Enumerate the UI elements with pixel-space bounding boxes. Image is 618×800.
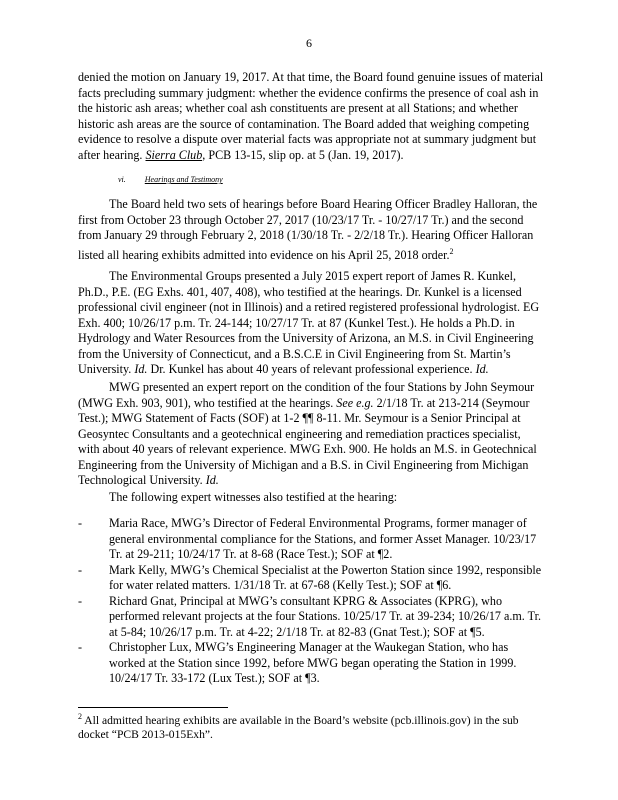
footnote-divider (78, 707, 228, 708)
paragraph-text: Dr. Kunkel has about 40 years of relevant professional experience. (150, 362, 473, 376)
list-item (78, 516, 544, 563)
paragraph-text: MWG presented an expert report on the condition of the four Stations by John Seymour (MWG Exh. 903, 901), who testified at the hearings. (78, 380, 535, 410)
section-number: vi. (118, 175, 126, 184)
list-dash: - (78, 562, 83, 577)
footnote-text: All admitted hearing exhibits are available in the Board’s website (pcb.illinois.gov) in the sub docket “PCB 2013-015Exh”. (78, 714, 519, 741)
id-citation: Id. (205, 473, 219, 487)
paragraph-text: denied the motion on January 19, 2017. At that time, the Board found genuine issues of material facts precluding summary judgment: whether the evidence confirms the presence of coal ash in the historic ash areas; whether coal ash constituents are present at all Stations; and whether historic ash areas are the source of contamination. The Board added that weighing competing evidence to resolve a dispute over material facts was appropriate not at summary judgment but after hearing. (78, 70, 544, 162)
paragraph-text: The Board held two sets of hearings before Board Hearing Officer Bradley Halloran, the first from October 23 through October 27, 2017 (10/23/17 Tr. - 10/27/17 Tr.) and the second from January 29 through February 2, 2018 (1/30/18 Tr. - 2/2/18 Tr.). Hearing Officer Halloran listed all hearing exhibits admitted into evidence on his April 25, 2018 order. (78, 197, 538, 262)
paragraph-text: The following expert witnesses also testified at the hearing: (109, 490, 398, 504)
list-item-text: Mark Kelly, MWG’s Chemical Specialist at the Powerton Station since 1992, responsible for water related matters. 1/31/18 Tr. at 67-68 (Kelly Test.); SOF at ¶6. (109, 562, 542, 592)
list-item-text: Christopher Lux, MWG’s Engineering Manager at the Waukegan Station, who has worked at the Station since 1992, before MWG began operating the Station in 1999. 10/24/17 Tr. 33-172 (Lux Test.); SOF at ¶3. (109, 640, 517, 685)
footnote (78, 714, 548, 742)
list-item-text: Maria Race, MWG’s Director of Federal Environmental Programs, former manager of general environmental compliance for the Stations, and former Asset Manager. 10/23/17 Tr. at 29-211; 10/24/17 Tr. at 8-68 (Race Test.); SOF at ¶2. (109, 516, 537, 561)
section-heading (118, 175, 271, 184)
paragraph-kunkel (78, 269, 544, 378)
paragraph-text: PCB 13-15, slip op. at 5 (Jan. 19, 2017). (208, 147, 404, 162)
id-citation: Id. (134, 362, 148, 376)
list-item (78, 563, 544, 594)
paragraph-witnesses-intro (78, 490, 544, 506)
case-citation: Sierra Club, (145, 147, 206, 162)
witness-list (78, 516, 544, 687)
list-dash: - (78, 516, 83, 530)
id-citation: Id. (475, 362, 489, 376)
paragraph-summary-judgment (78, 70, 544, 163)
list-item (78, 640, 544, 687)
footnote-mark: 2 (78, 712, 82, 722)
paragraph-text: 2/1/18 Tr. at 213-214 (Seymour Test.); MWG Statement of Facts (SOF) at 1-2 ¶¶ 8-11. Mr. Seymour is a Senior Principal at Geosyntec Consultants and a geotechnical engineering and remediation practices specialist, with about 40 years of relevant experience. MWG Exh. 900. He holds an M.S. in Geotechnical Engineering from the University of Michigan and a B.S. in Civil Engineering from Michigan Technological University. (78, 395, 537, 487)
list-dash: - (78, 640, 83, 654)
list-item (78, 594, 544, 641)
section-title: Hearings and Testimony (144, 175, 223, 184)
paragraph-text: The Environmental Groups presented a July 2015 expert report of James R. Kunkel, Ph.D., P.E. (EG Exhs. 401, 407, 408), who testified at the hearings. Dr. Kunkel is a licensed professional civil engineer (not in Illinois) and a retired registered professional hydrologist. EG Exh. 400; 10/26/17 p.m. Tr. 24-144; 10/27/17 Tr. at 87 (Kunkel Test.). He holds a Ph.D. in Hydrology and Water Resources from the University of Arizona, an M.S. in Civil Engineering from the University of Connecticut, and a B.S.C.E in Civil Engineering from St. Martin’s University. (78, 269, 540, 376)
list-item-text: Richard Gnat, Principal at MWG’s consultant KPRG & Associates (KPRG), who performed relevant projects at the four Stations. 10/25/17 Tr. at 39-234; 10/26/17 a.m. Tr. at 5-84; 10/26/17 p.m. Tr. at 4-22; 2/1/18 Tr. at 82-83 (Gnat Test.); SOF at ¶5. (109, 593, 541, 639)
paragraph-seymour (78, 380, 544, 489)
footnote-reference: 2 (449, 246, 454, 256)
list-dash: - (78, 593, 83, 608)
see-citation: See e.g. (336, 395, 374, 410)
page-number: 6 (306, 36, 312, 50)
paragraph-hearings (78, 197, 544, 263)
